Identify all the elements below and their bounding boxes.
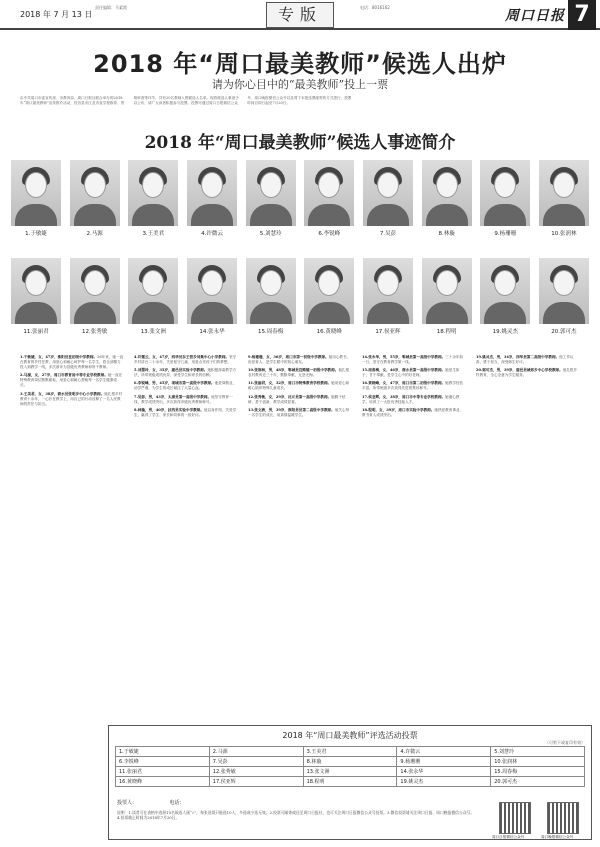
- bio-title: 2.马源，女，27岁，周口市教育局中等专业学校教师。: [20, 373, 108, 378]
- candidate-biographies: [20, 355, 580, 725]
- candidate-name-caption: 20.郭可杰: [551, 329, 577, 335]
- issue-date: 2018 年 7 月 13 日: [20, 10, 93, 19]
- candidate-name-caption: 15.周春梅: [258, 329, 284, 335]
- bio-title: 7.吴彭，男，43岁，太康县第一高级中学教师。: [134, 394, 212, 399]
- bio-title: 8.林璇，男，40岁，扶沟县实验中学教师。: [134, 407, 204, 412]
- bio-entry: [134, 368, 238, 378]
- candidate-name-caption: 1.于敏婕: [25, 231, 47, 237]
- candidate-name-caption: 19.姚灵杰: [492, 329, 518, 335]
- ballot-cell[interactable]: 3.王美君: [303, 747, 397, 757]
- bio-entry: [134, 381, 238, 391]
- bio-text: 他坚守教育一线，教学成绩突出，多次获得市级优秀教师称号。: [134, 394, 233, 404]
- candidate-photo: [187, 160, 237, 226]
- candidate-name-caption: 13.张文洲: [140, 329, 166, 335]
- candidate-card: [421, 258, 473, 335]
- bio-title: 18.程明，女，39岁，周口市实验中学教师。: [362, 407, 435, 412]
- candidate-name-caption: 17.侯亚辉: [375, 329, 401, 335]
- bio-title: 4.许微云，女，47岁，西华县东王营乡刘集中心小学教师。: [134, 355, 230, 359]
- bio-title: 9.杨珊珊，女，36岁，周口市第一初级中学教师。: [248, 355, 329, 359]
- candidate-name-caption: 6.李锐峰: [318, 231, 341, 237]
- page-header: [0, 0, 600, 30]
- qr-caption: 周口晚报微信公众号: [541, 835, 574, 839]
- bio-title: 3.王美君，女，38岁，商水县张明乡中心小学教师。: [20, 391, 105, 396]
- ballot-note: （可剪下或复印有效）: [545, 740, 585, 745]
- ballot-cell[interactable]: 20.郭可杰: [491, 777, 585, 787]
- candidate-name-caption: 4.许微云: [201, 231, 223, 237]
- bio-entry: [362, 395, 466, 405]
- candidate-photo-row-1: [10, 160, 590, 237]
- intro-article: 由中共周口市委宣传部、市教育局、周口日报社联合举办的2018年“周口最美教师”宣传推介活动，经各县市区及市直学校推荐、资格审查等环节，共有20名教师入围候选人名单。现将候选人事迹予以公布，请广大读者积极参与投票。投票可通过周口日报微信公众号、周口晚报微信公众号以及剪下本报选票邮寄的方式进行，投票时间自即日起至7月20日。: [20, 96, 352, 105]
- bio-text: 26年来，她一直在教育的乡村任教，用爱心和耐心呵护每一名学生，将全部精力投入到教学一线，多次被评为县级优秀教师和骨干教师。: [20, 355, 124, 370]
- candidate-photo: [70, 258, 120, 324]
- candidate-card: [538, 258, 590, 335]
- ballot-instructions: 说明：1.读者可在表格中选择10名候选人画“√”，每张选票只能选10人，多选或少选无效。2.投票可邮寄或送至周口日报社，也可关注周口日报微信公众号投票。3.微信投票请关注周口日报、周口晚报微信公众号。4.投票截止时间为2018年7月20日。: [117, 810, 475, 820]
- bio-entry: [20, 392, 124, 407]
- bio-title: 10.张润林，男，48岁，郸城县宜路镇一初级中学教师。: [248, 368, 339, 373]
- candidate-name-caption: 14.张永华: [199, 329, 225, 335]
- bio-text: 三十余年如一日，坚守在教育教学第一线。: [362, 355, 464, 365]
- bio-title: 13.张文洲，男，39岁，淮阳县县第二高级中学教师。: [248, 407, 335, 412]
- voter-info-line: 投票人： 电话：: [117, 800, 185, 806]
- bio-entry: [248, 355, 352, 365]
- bio-title: 17.侯亚辉，女，38岁，周口市中等专业学校教师。: [362, 394, 446, 399]
- candidate-name-caption: 18.程明: [436, 329, 457, 335]
- ballot-row: [116, 757, 585, 767]
- candidate-name-caption: 7.吴彭: [379, 231, 397, 237]
- candidate-card: [186, 258, 238, 335]
- bio-entry: [134, 408, 238, 418]
- bio-title: 19.姚灵杰，男，34岁，西华县第二高级中学教师。: [476, 355, 560, 359]
- bio-entry: [362, 368, 466, 378]
- ballot-cell[interactable]: 10.张润林: [491, 757, 585, 767]
- bio-text: 她热爱教育事业，教书育人成绩突出。: [362, 407, 464, 417]
- candidate-photo: [11, 258, 61, 324]
- sub-headline: 请为你心目中的“最美教师”投上一票: [211, 78, 389, 91]
- candidate-photo: [304, 258, 354, 324]
- bio-entry: [476, 368, 580, 378]
- ballot-cell[interactable]: 14.张永华: [397, 767, 491, 777]
- bio-entry: [362, 355, 466, 365]
- bio-title: 14.张永华，男，55岁，郸城县第一高级中学教师。: [362, 355, 446, 359]
- candidate-photo: [246, 258, 296, 324]
- editor-credit: 责任编辑：马素霞: [95, 5, 127, 10]
- bio-text: 她潜心教学，培养了一大批优秀技能人才。: [362, 394, 460, 404]
- candidate-name-caption: 9.杨珊珊: [494, 231, 517, 237]
- bio-entry: [134, 395, 238, 405]
- candidate-name-caption: 2.马源: [86, 231, 103, 237]
- bio-entry: [248, 381, 352, 391]
- qr-code-image: [547, 802, 579, 834]
- ballot-cell[interactable]: 15.周春梅: [491, 767, 585, 777]
- bio-title: 12.张秀敏，女，29岁，沈丘县第一高级中学教师。: [248, 394, 332, 399]
- bio-text: 她一直在特殊教育岗位默默耕耘，用爱心和耐心帮助每一名学生健康成长。: [20, 373, 123, 388]
- ballot-title: 2018 年“周口最美教师”评选活动投票: [282, 731, 418, 740]
- candidate-card: [69, 258, 121, 335]
- candidate-name-caption: 3.王美君: [142, 231, 165, 237]
- voting-ballot: [108, 725, 592, 840]
- ballot-cell[interactable]: 1.于敏婕: [116, 747, 210, 757]
- bio-title: 5.刘慧玲，女，35岁，鹿邑县实验中学教师。: [134, 368, 208, 373]
- bio-entry: [362, 408, 466, 418]
- candidate-photo: [539, 258, 589, 324]
- qr-caption: 周口日报微信公众号: [492, 835, 525, 839]
- bio-text: 她积极探索教学方法，所带班级成绩优异，深受学生和家长的信赖。: [134, 368, 237, 378]
- candidate-card: [69, 160, 121, 237]
- candidate-photo: [246, 160, 296, 226]
- candidate-photo: [187, 258, 237, 324]
- bio-text: 她扎根乡村教育十余年，一心扑在教学上，用自己的行动诠释了一名人民教师的责任与担当。: [20, 391, 123, 406]
- ballot-cell[interactable]: 16.黄晓峰: [116, 777, 210, 787]
- candidate-card: [421, 160, 473, 237]
- bio-entry: [20, 355, 124, 370]
- main-headline: 2018 年“周口最美教师”候选人出炉: [93, 50, 507, 78]
- candidate-card: [10, 258, 62, 335]
- ballot-cell[interactable]: 13.张文洲: [303, 767, 397, 777]
- candidate-photo: [128, 160, 178, 226]
- bio-text: 坚守乡村讲台二十余年，关爱留守儿童，用爱点亮孩子们的梦想。: [134, 355, 237, 365]
- candidate-name-caption: 10.张润林: [551, 231, 577, 237]
- ballot-cell[interactable]: 9.杨珊珊: [397, 757, 491, 767]
- ballot-cell[interactable]: 19.姚灵杰: [397, 777, 491, 787]
- newspaper-logo: 周口日报: [505, 8, 565, 24]
- bio-text: 他扎根农村教育近三十年，默默奉献，无怨无悔。: [248, 368, 350, 378]
- bio-text: 她用爱心和耐心陪伴特殊儿童成长。: [248, 381, 350, 391]
- candidate-photo: [422, 258, 472, 324]
- section-label: 专版: [266, 2, 334, 28]
- candidate-photo: [480, 160, 530, 226]
- bio-title: 6.李锐峰，男，45岁，项城市第一高级中学教师。: [134, 381, 215, 386]
- candidate-card: [362, 258, 414, 335]
- bio-title: 11.张丽君，女，32岁，周口市特殊教育学校教师。: [248, 381, 332, 386]
- bio-text: 她爱生如子，甘于奉献，是学生心中的好老师。: [362, 368, 460, 378]
- candidate-photo: [422, 160, 472, 226]
- candidate-card: [303, 160, 355, 237]
- candidate-name-caption: 11.张丽君: [23, 329, 49, 335]
- candidate-name-caption: 16.黄晓峰: [316, 329, 342, 335]
- ballot-cell[interactable]: 17.侯亚辉: [209, 777, 303, 787]
- bio-title: 1.于敏婕，女，47岁，淮阳县直初级中学教师。: [20, 355, 98, 359]
- ballot-cell[interactable]: 6.李锐峰: [116, 757, 210, 767]
- ballot-cell[interactable]: 5.刘慧玲: [491, 747, 585, 757]
- bio-text: 他爱岗敬业，治学严谨，为学生的成长倾注了大量心血。: [134, 381, 237, 391]
- candidate-card: [245, 258, 297, 335]
- ballot-row: [116, 767, 585, 777]
- bio-title: 16.黄晓峰，女，47岁，周口市第二初级中学教师。: [362, 381, 446, 386]
- candidate-photo: [11, 160, 61, 226]
- bio-entry: [248, 368, 352, 378]
- bio-text: 他关心每一名学生的成长，用真情温暖学生。: [248, 407, 350, 417]
- candidate-card: [479, 258, 531, 335]
- candidate-name-caption: 12.张秀敏: [82, 329, 108, 335]
- bio-entry: [248, 408, 352, 418]
- candidate-photo: [304, 160, 354, 226]
- candidate-photo: [70, 160, 120, 226]
- ballot-cell[interactable]: 2.马源: [209, 747, 303, 757]
- ballot-row: [116, 777, 585, 787]
- bio-text: 她教学经验丰富，所带班级多次获得先进班集体称号。: [362, 381, 464, 391]
- candidate-card: [245, 160, 297, 237]
- bio-entry: [20, 373, 124, 388]
- candidate-photo: [128, 258, 178, 324]
- bio-entry: [134, 355, 238, 365]
- candidate-card: [127, 160, 179, 237]
- ballot-table: [115, 746, 585, 787]
- bio-entry: [362, 381, 466, 391]
- candidate-photo: [539, 160, 589, 226]
- candidate-photo: [363, 258, 413, 324]
- qr-code-image: [499, 802, 531, 834]
- candidate-card: [479, 160, 531, 237]
- candidate-card: [186, 160, 238, 237]
- contact-line: 电话：8016162: [360, 5, 390, 10]
- bio-title: 15.周春梅，女，46岁，商水县第一高级中学教师。: [362, 368, 446, 373]
- candidate-card: [303, 258, 355, 335]
- bio-text: 他以身作则，关爱学生，赢得了学生、家长和同事的一致好评。: [134, 407, 237, 417]
- bio-text: 她用心教书，用爱育人，是学生眼中的知心朋友。: [248, 355, 351, 365]
- candidate-card: [127, 258, 179, 335]
- candidate-card: [538, 160, 590, 237]
- candidate-card: [362, 160, 414, 237]
- ballot-cell[interactable]: 12.张秀敏: [209, 767, 303, 777]
- bio-text: 她勤于钻研，善于创新，教学成绩显著。: [248, 394, 346, 404]
- page-number: 7: [568, 0, 596, 30]
- candidate-card: [10, 160, 62, 237]
- ballot-cell[interactable]: 11.张丽君: [116, 767, 210, 777]
- ballot-cell[interactable]: 4.许微云: [397, 747, 491, 757]
- section-title: 2018 年“周口最美教师”候选人事迹简介: [144, 133, 456, 153]
- bio-text: 他工作认真，勇于担当，深受师生好评。: [476, 355, 574, 365]
- ballot-cell[interactable]: 7.吴彭: [209, 757, 303, 767]
- ballot-cell[interactable]: 8.林璇: [303, 757, 397, 767]
- bio-title: 20.郭可杰，男，39岁，鹿邑县城郊乡中心学校教师。: [476, 368, 563, 373]
- candidate-photo-row-2: [10, 258, 590, 335]
- ballot-row: [116, 747, 585, 757]
- bio-entry: [248, 395, 352, 405]
- bio-entry: [476, 355, 580, 365]
- candidate-photo: [480, 258, 530, 324]
- candidate-name-caption: 8.林璇: [438, 231, 455, 237]
- candidate-name-caption: 5.刘慧玲: [259, 231, 282, 237]
- bio-text: 他扎根乡村教育，全心全意为学生服务。: [476, 368, 578, 378]
- candidate-photo: [363, 160, 413, 226]
- ballot-cell[interactable]: 18.程明: [303, 777, 397, 787]
